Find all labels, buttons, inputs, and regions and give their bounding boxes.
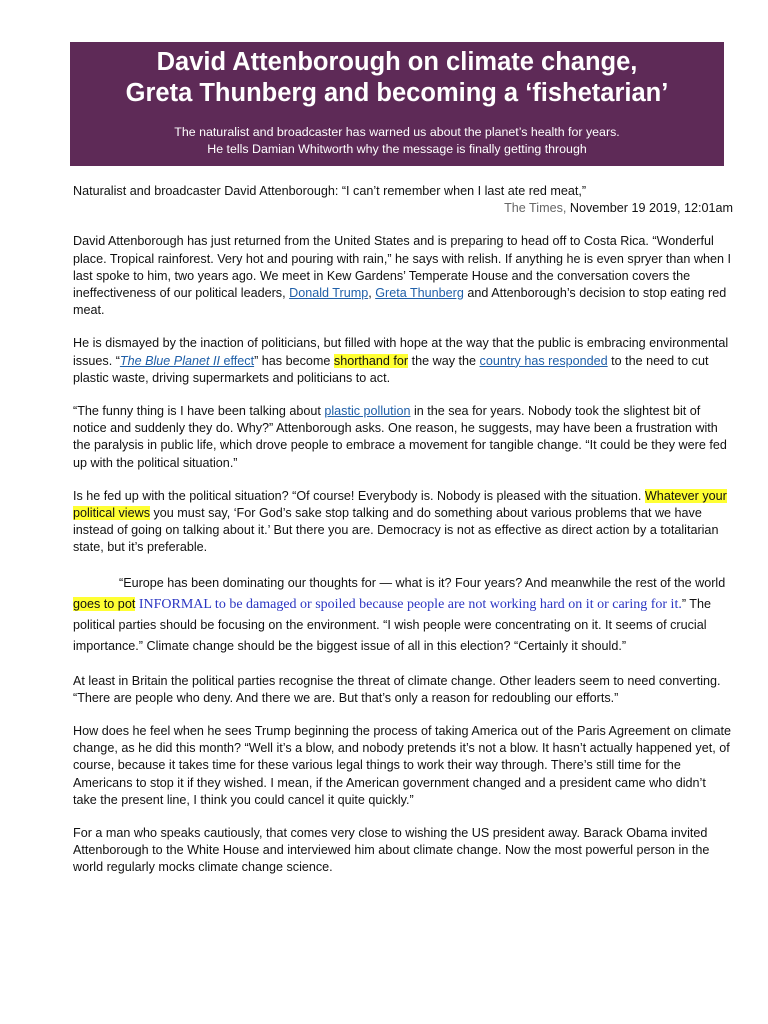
byline <box>73 200 733 217</box>
highlight-shorthand-for: shorthand for <box>333 353 409 368</box>
highlight-goes-to-pot: goes to pot <box>73 596 136 611</box>
informal-definition: INFORMAL to be damaged or spoiled because people are not working hard on it or caring for it. <box>135 596 682 612</box>
link-greta-thunberg[interactable]: Greta Thunberg <box>375 286 464 301</box>
subtitle-line-1: The naturalist and broadcaster has warned us about the planet’s health for years. <box>174 125 620 139</box>
paragraph-4: Is he fed up with the political situation? “Of course! Everybody is. Nobody is pleased with the situation. Whatever your political views you must say, ‘For God’s sake stop talking and do something about various problems that we have instead of going on talking about it.’ But there you are. Democracy is not as effective as direct action by a totalitarian state, but it’s preferable. <box>73 488 727 555</box>
subtitle-line-2: He tells Damian Whitworth why the message is finally getting through <box>207 142 587 156</box>
link-donald-trump[interactable]: Donald Trump <box>289 286 369 301</box>
paragraph-3: “The funny thing is I have been talking about plastic pollution in the sea for years. Nobody took the slightest bit of notice and suddenly they do. Why?” Attenborough asks. One reason, he suggests, may have been a frustration with the paralysis in public life, which drove people to embrace a movement for tangible change. “It could be they were fed up with the political situation.” <box>73 404 727 470</box>
link-blue-planet-effect[interactable]: The Blue Planet II effect <box>119 353 255 368</box>
paragraph-8: For a man who speaks cautiously, that comes very close to wishing the US president away. Barack Obama invited Attenborough to the White House and interviewed him about climate change. Now the most powerful person in the world regularly mocks climate change science. <box>73 826 710 875</box>
highlight-political-views: Whatever your political views <box>73 488 727 521</box>
paragraph-2: He is dismayed by the inaction of politicians, but filled with hope at the way that the public is embracing environmental issues. “The Blue Planet II effect” has become shorthand for the way the country has responded to the need to cut plastic waste, driving supermarkets and politicians to act. <box>73 336 729 385</box>
title-banner <box>70 42 724 166</box>
link-country-has-responded[interactable]: country has responded <box>479 353 608 368</box>
paragraph-7: How does he feel when he sees Trump beginning the process of taking America out of the Paris Agreement on climate change, as he did this month? “Well it’s a blow, and nobody pretends it’s not a blow. It hasn’t actually happened yet, of course, because it takes time for these various legal things to work their way through. There’s still time for the Americans to stop it if they wished. I mean, if the American government changed and a president came who didn’t take the present line, I think you could cancel it quite quickly.” <box>73 724 732 807</box>
title-line-1: David Attenborough on climate change, <box>156 48 638 76</box>
article-subtitle <box>70 124 724 158</box>
image-caption: Naturalist and broadcaster David Attenborough: “I can’t remember when I last ate red meat,” <box>73 184 587 198</box>
title-line-2: Greta Thunberg and becoming a ‘fishetarian’ <box>125 79 669 107</box>
article-body <box>73 183 733 877</box>
paragraph-5: “Europe has been dominating our thoughts for — what is it? Four years? And meanwhile the rest of the world goes to pot INFORMAL to be damaged or spoiled because people are not working hard on it or caring for it.” The political parties should be focusing on the environment. “I wish people were concentrating on it. It seems of crucial importance.” Climate change should be the biggest issue of all in this election? “Certainly it should.” <box>73 575 726 653</box>
paragraph-1: David Attenborough has just returned from the United States and is preparing to head off to Costa Rica. “Wonderful place. Tropical rainforest. Very hot and pouring with rain,” he says with relish. If anything he is even spryer than when I last spoke to him, two years ago. We meet in Kew Gardens’ Temperate House and the conversation covers the ineffectiveness of our political leaders, Donald Trump, Greta Thunberg and Attenborough’s decision to stop eating red meat. <box>73 234 732 318</box>
link-plastic-pollution[interactable]: plastic pollution <box>324 404 411 419</box>
publish-date: November 19 2019, 12:01am <box>569 201 733 216</box>
article-title <box>70 47 724 109</box>
paragraph-6: At least in Britain the political parties recognise the threat of climate change. Other leaders seem to need converting. “There are people who deny. And there we are. But that’s only a reason for redoubling our efforts.” <box>73 673 721 705</box>
publication-name: The Times, <box>504 201 567 216</box>
